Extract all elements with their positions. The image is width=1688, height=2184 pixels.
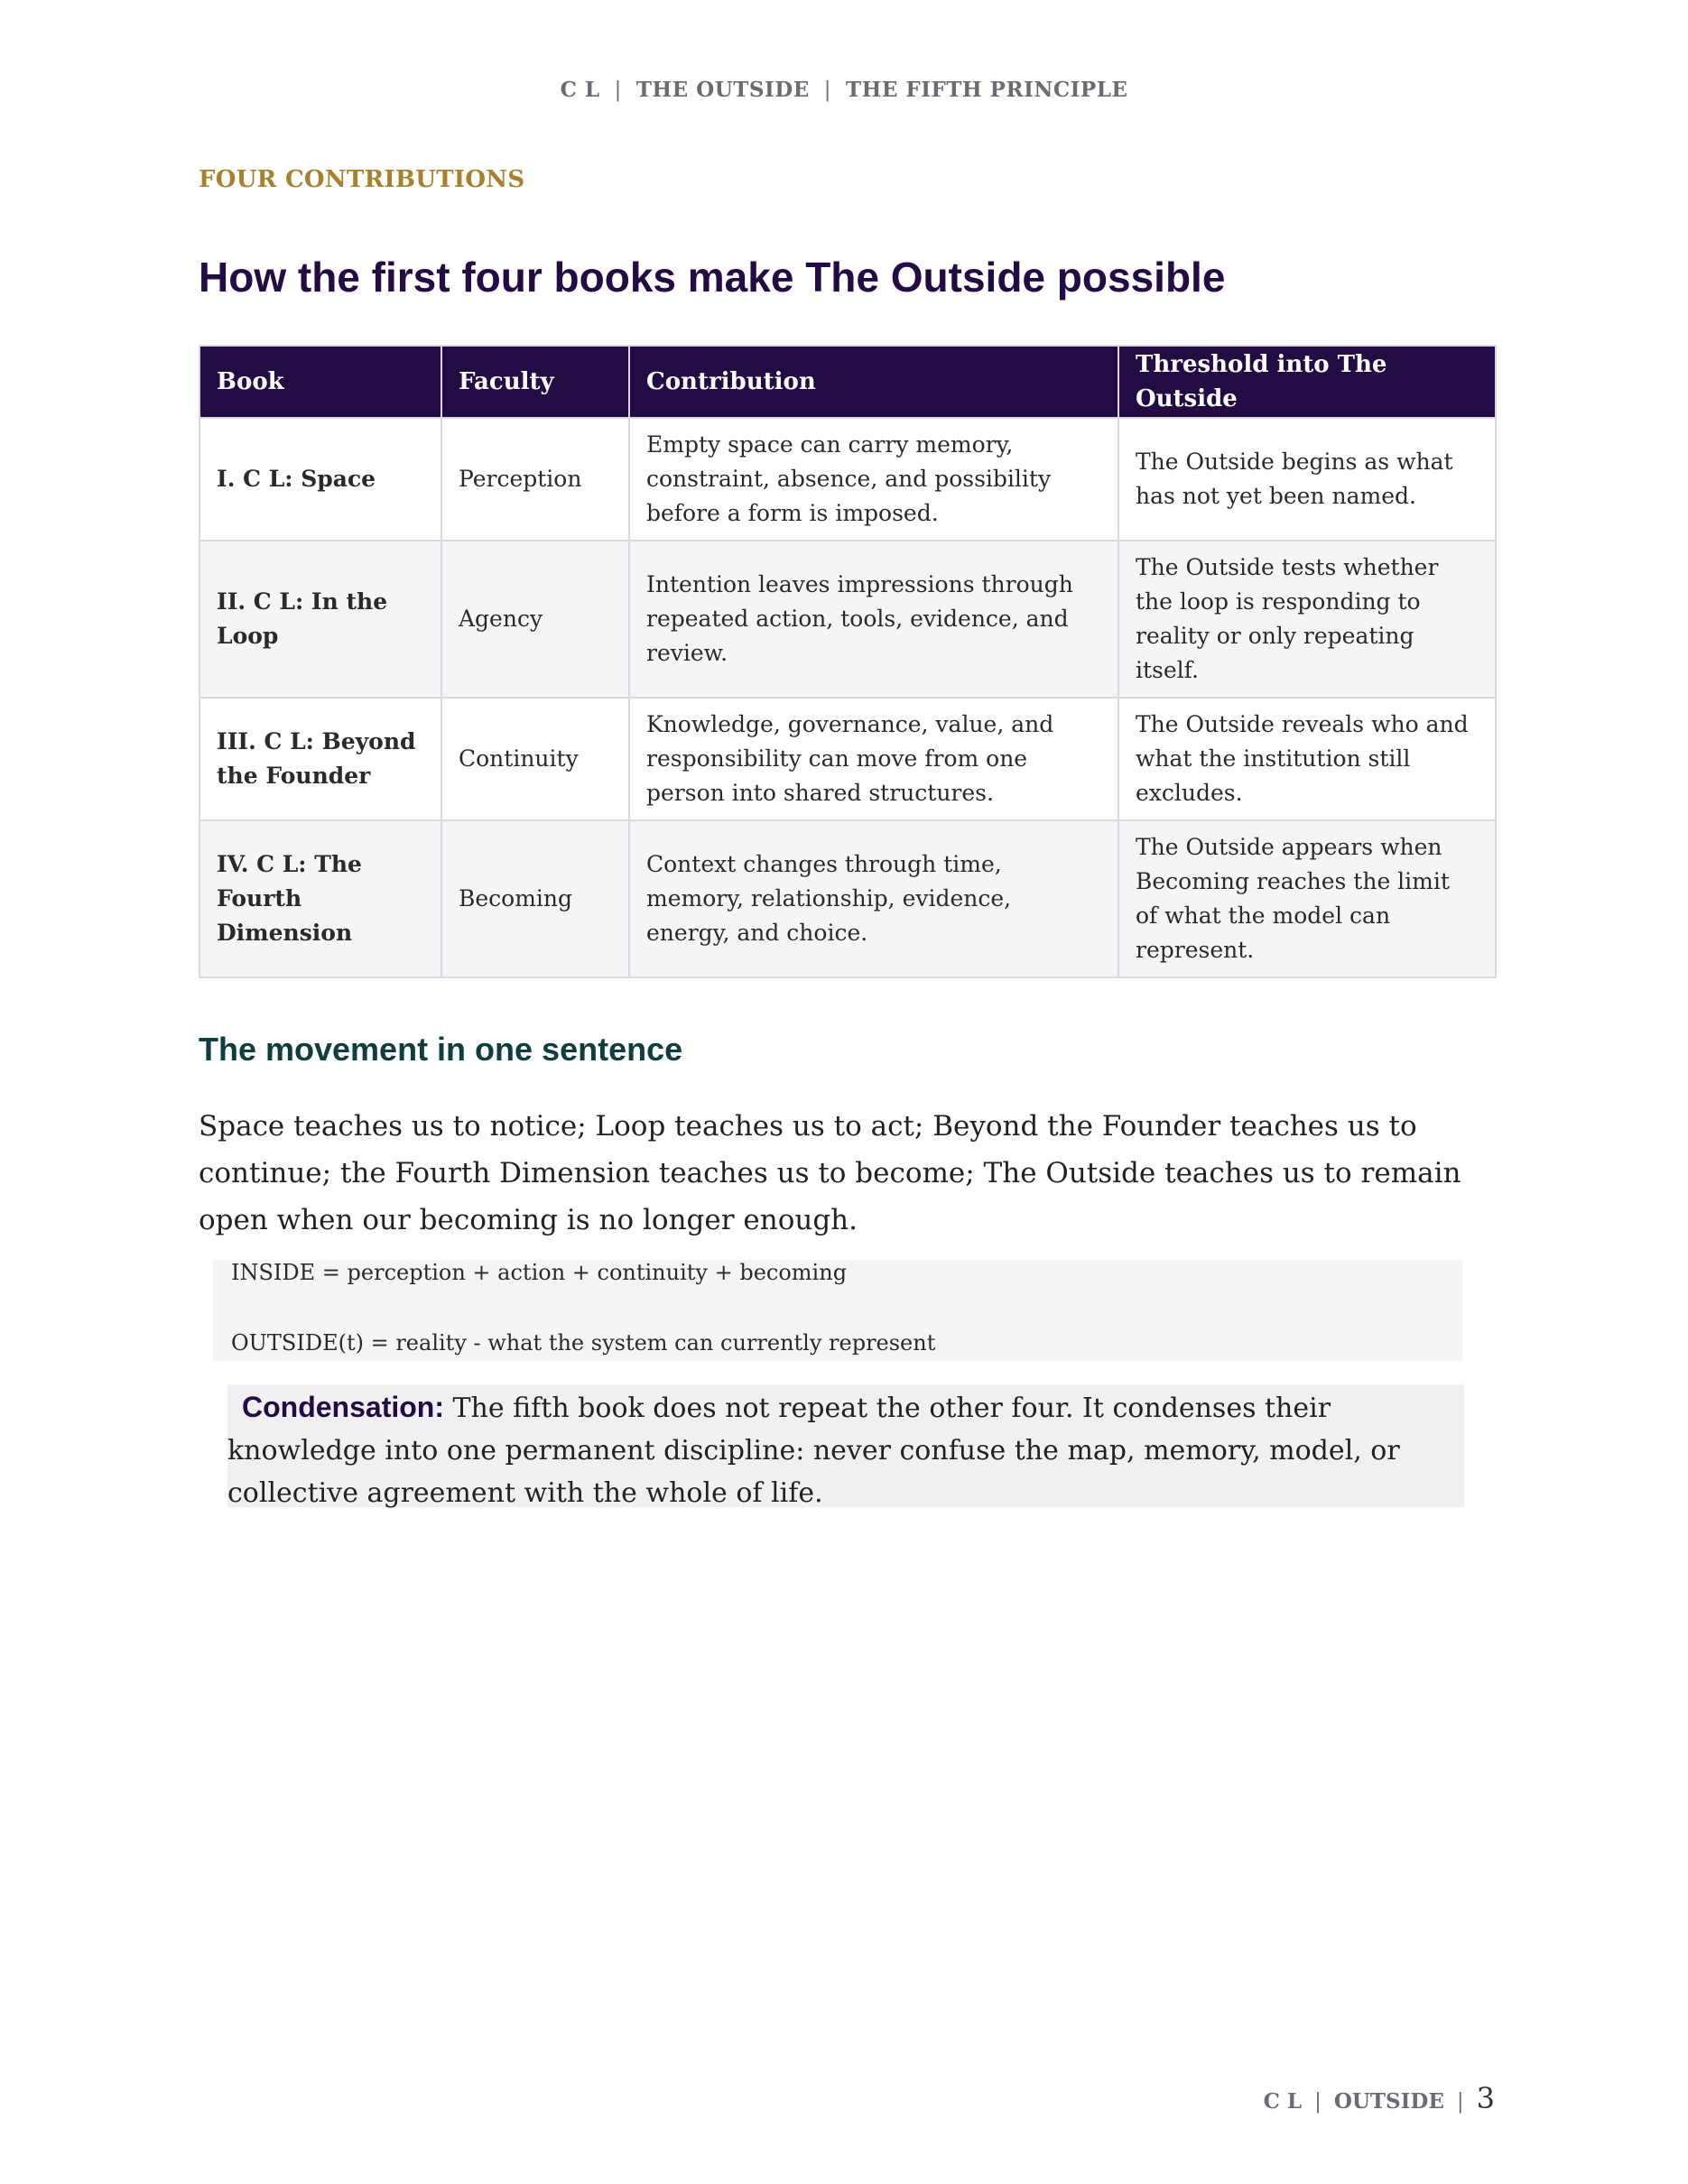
table-row [199, 541, 1496, 698]
condensation-callout [227, 1384, 1464, 1507]
callout-label: Condensation: [242, 1391, 444, 1423]
header-separator: | [614, 79, 622, 102]
table-row [199, 698, 1496, 820]
footer-author: C L [1263, 2089, 1303, 2114]
footer-separator: | [1314, 2090, 1322, 2114]
cell-faculty: Agency [441, 541, 629, 698]
table-row [199, 820, 1496, 977]
cell-threshold: The Outside begins as what has not yet been named. [1118, 418, 1496, 541]
formula-outside: OUTSIDE(t) = reality - what the system can currently represent [231, 1330, 936, 1356]
header-separator: | [823, 79, 831, 102]
formula-block [213, 1260, 1462, 1361]
body-paragraph: Space teaches us to notice; Loop teaches us to act; Beyond the Founder teaches us to continue; the Fourth Dimension teaches us to become; The Outside teaches us to remain open when our becoming is no longer enough. [199, 1110, 1461, 1236]
formula-inside: INSIDE = perception + action + continuity + becoming [231, 1260, 848, 1285]
section-eyebrow: FOUR CONTRIBUTIONS [199, 166, 525, 193]
footer-book-title: OUTSIDE [1333, 2089, 1444, 2114]
page-number: 3 [1476, 2081, 1495, 2115]
cell-book: III. C L: Beyond the Founder [199, 698, 441, 820]
column-header-book: Book [199, 346, 441, 418]
cell-book: IV. C L: The Fourth Dimension [199, 820, 441, 977]
cell-contribution: Knowledge, governance, value, and responsibility can move from one person into shared structures. [629, 698, 1118, 820]
column-header-faculty: Faculty [441, 346, 629, 418]
running-footer [1264, 2081, 1495, 2115]
footer-separator: | [1456, 2090, 1464, 2114]
cell-faculty: Becoming [441, 820, 629, 977]
running-header [0, 78, 1688, 102]
column-header-contribution: Contribution [629, 346, 1118, 418]
cell-book: I. C L: Space [199, 418, 441, 541]
header-chapter-title: THE FIFTH PRINCIPLE [846, 78, 1128, 102]
header-book-title: THE OUTSIDE [635, 78, 810, 102]
table-row [199, 418, 1496, 541]
contributions-table [199, 345, 1497, 978]
cell-threshold: The Outside reveals who and what the institution still excludes. [1118, 698, 1496, 820]
table-header-row [199, 346, 1496, 418]
section-heading: The movement in one sentence [199, 1031, 683, 1068]
cell-contribution: Context changes through time, memory, relationship, evidence, energy, and choice. [629, 820, 1118, 977]
header-author: C L [560, 78, 600, 102]
callout-text: The fifth book does not repeat the other four. It condenses their knowledge into one permanent discipline: never confuse the map, memory, model, or collective agreement with the whole of life. [227, 1393, 1400, 1509]
cell-contribution: Intention leaves impressions through repeated action, tools, evidence, and review. [629, 541, 1118, 698]
cell-contribution: Empty space can carry memory, constraint, absence, and possibility before a form is imposed. [629, 418, 1118, 541]
cell-threshold: The Outside tests whether the loop is responding to reality or only repeating itself. [1118, 541, 1496, 698]
cell-faculty: Continuity [441, 698, 629, 820]
cell-book: II. C L: In the Loop [199, 541, 441, 698]
cell-faculty: Perception [441, 418, 629, 541]
cell-threshold: The Outside appears when Becoming reaches the limit of what the model can represent. [1118, 820, 1496, 977]
column-header-threshold: Threshold into The Outside [1118, 346, 1496, 418]
page-title: How the first four books make The Outside possible [199, 254, 1226, 301]
